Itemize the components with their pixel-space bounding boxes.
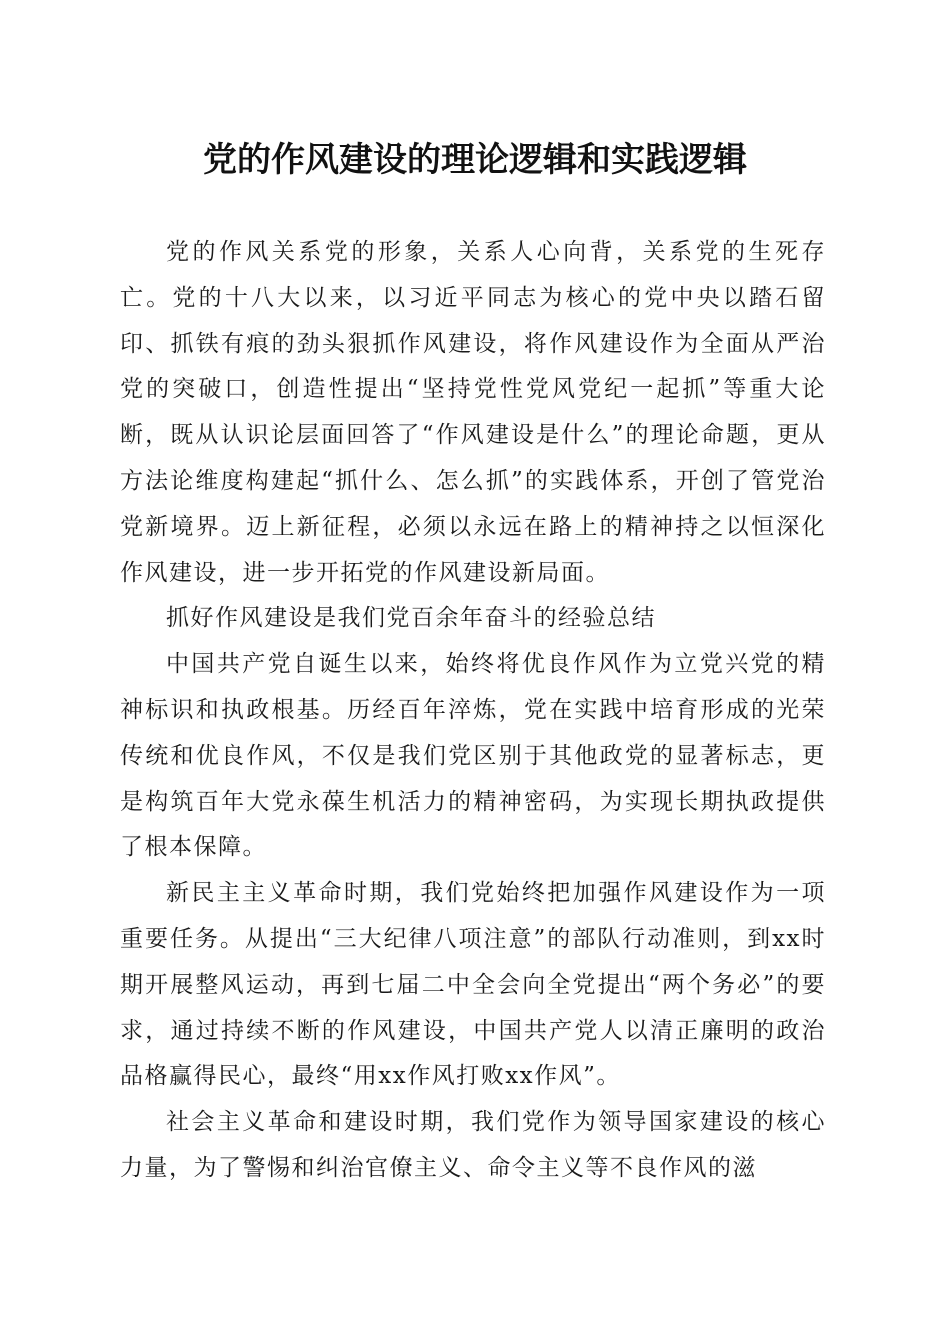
paragraph-socialist-construction: 社会主义革命和建设时期，我们党作为领导国家建设的核心力量，为了警惕和纠治官僚主义、命令主义等不良作风的滋 [120, 1109, 826, 1181]
document-title: 党的作风建设的理论逻辑和实践逻辑 [203, 140, 747, 180]
paragraph-intro: 党的作风关系党的形象，关系人心向背，关系党的生死存亡。党的十八大以来，以习近平同志为核心的党中央以踏石留印、抓铁有痕的劲头狠抓作风建设，将作风建设作为全面从严治党的突破口，创造性提出“坚持党性党风党纪一起抓”等重大论断，既从认识论层面回答了“作风建设是什么”的理论命题，更从方法论维度构建起“抓什么、怎么抓”的实践体系，开创了管党治党新境界。迈上新征程，必须以永远在路上的精神持之以恒深化作风建设，进一步开拓党的作风建设新局面。 [120, 239, 826, 586]
paragraph-history: 中国共产党自诞生以来，始终将优良作风作为立党兴党的精神标识和执政根基。历经百年淬炼，党在实践中培育形成的光荣传统和优良作风，不仅是我们党区别于其他政党的显著标志，更是构筑百年大党永葆生机活力的精神密码，为实现长期执政提供了根本保障。 [120, 651, 826, 861]
document-body [120, 230, 826, 1192]
paragraph-new-democratic-revolution: 新民主主义革命时期，我们党始终把加强作风建设作为一项重要任务。从提出“三大纪律八项注意”的部队行动准则，到xx时期开展整风运动，再到七届二中全会向全党提出“两个务必”的要求，通过持续不断的作风建设，中国共产党人以清正廉明的政治品格赢得民心，最终“用xx作风打败xx作风”。 [120, 880, 826, 1090]
section-heading: 抓好作风建设是我们党百余年奋斗的经验总结 [166, 605, 656, 632]
